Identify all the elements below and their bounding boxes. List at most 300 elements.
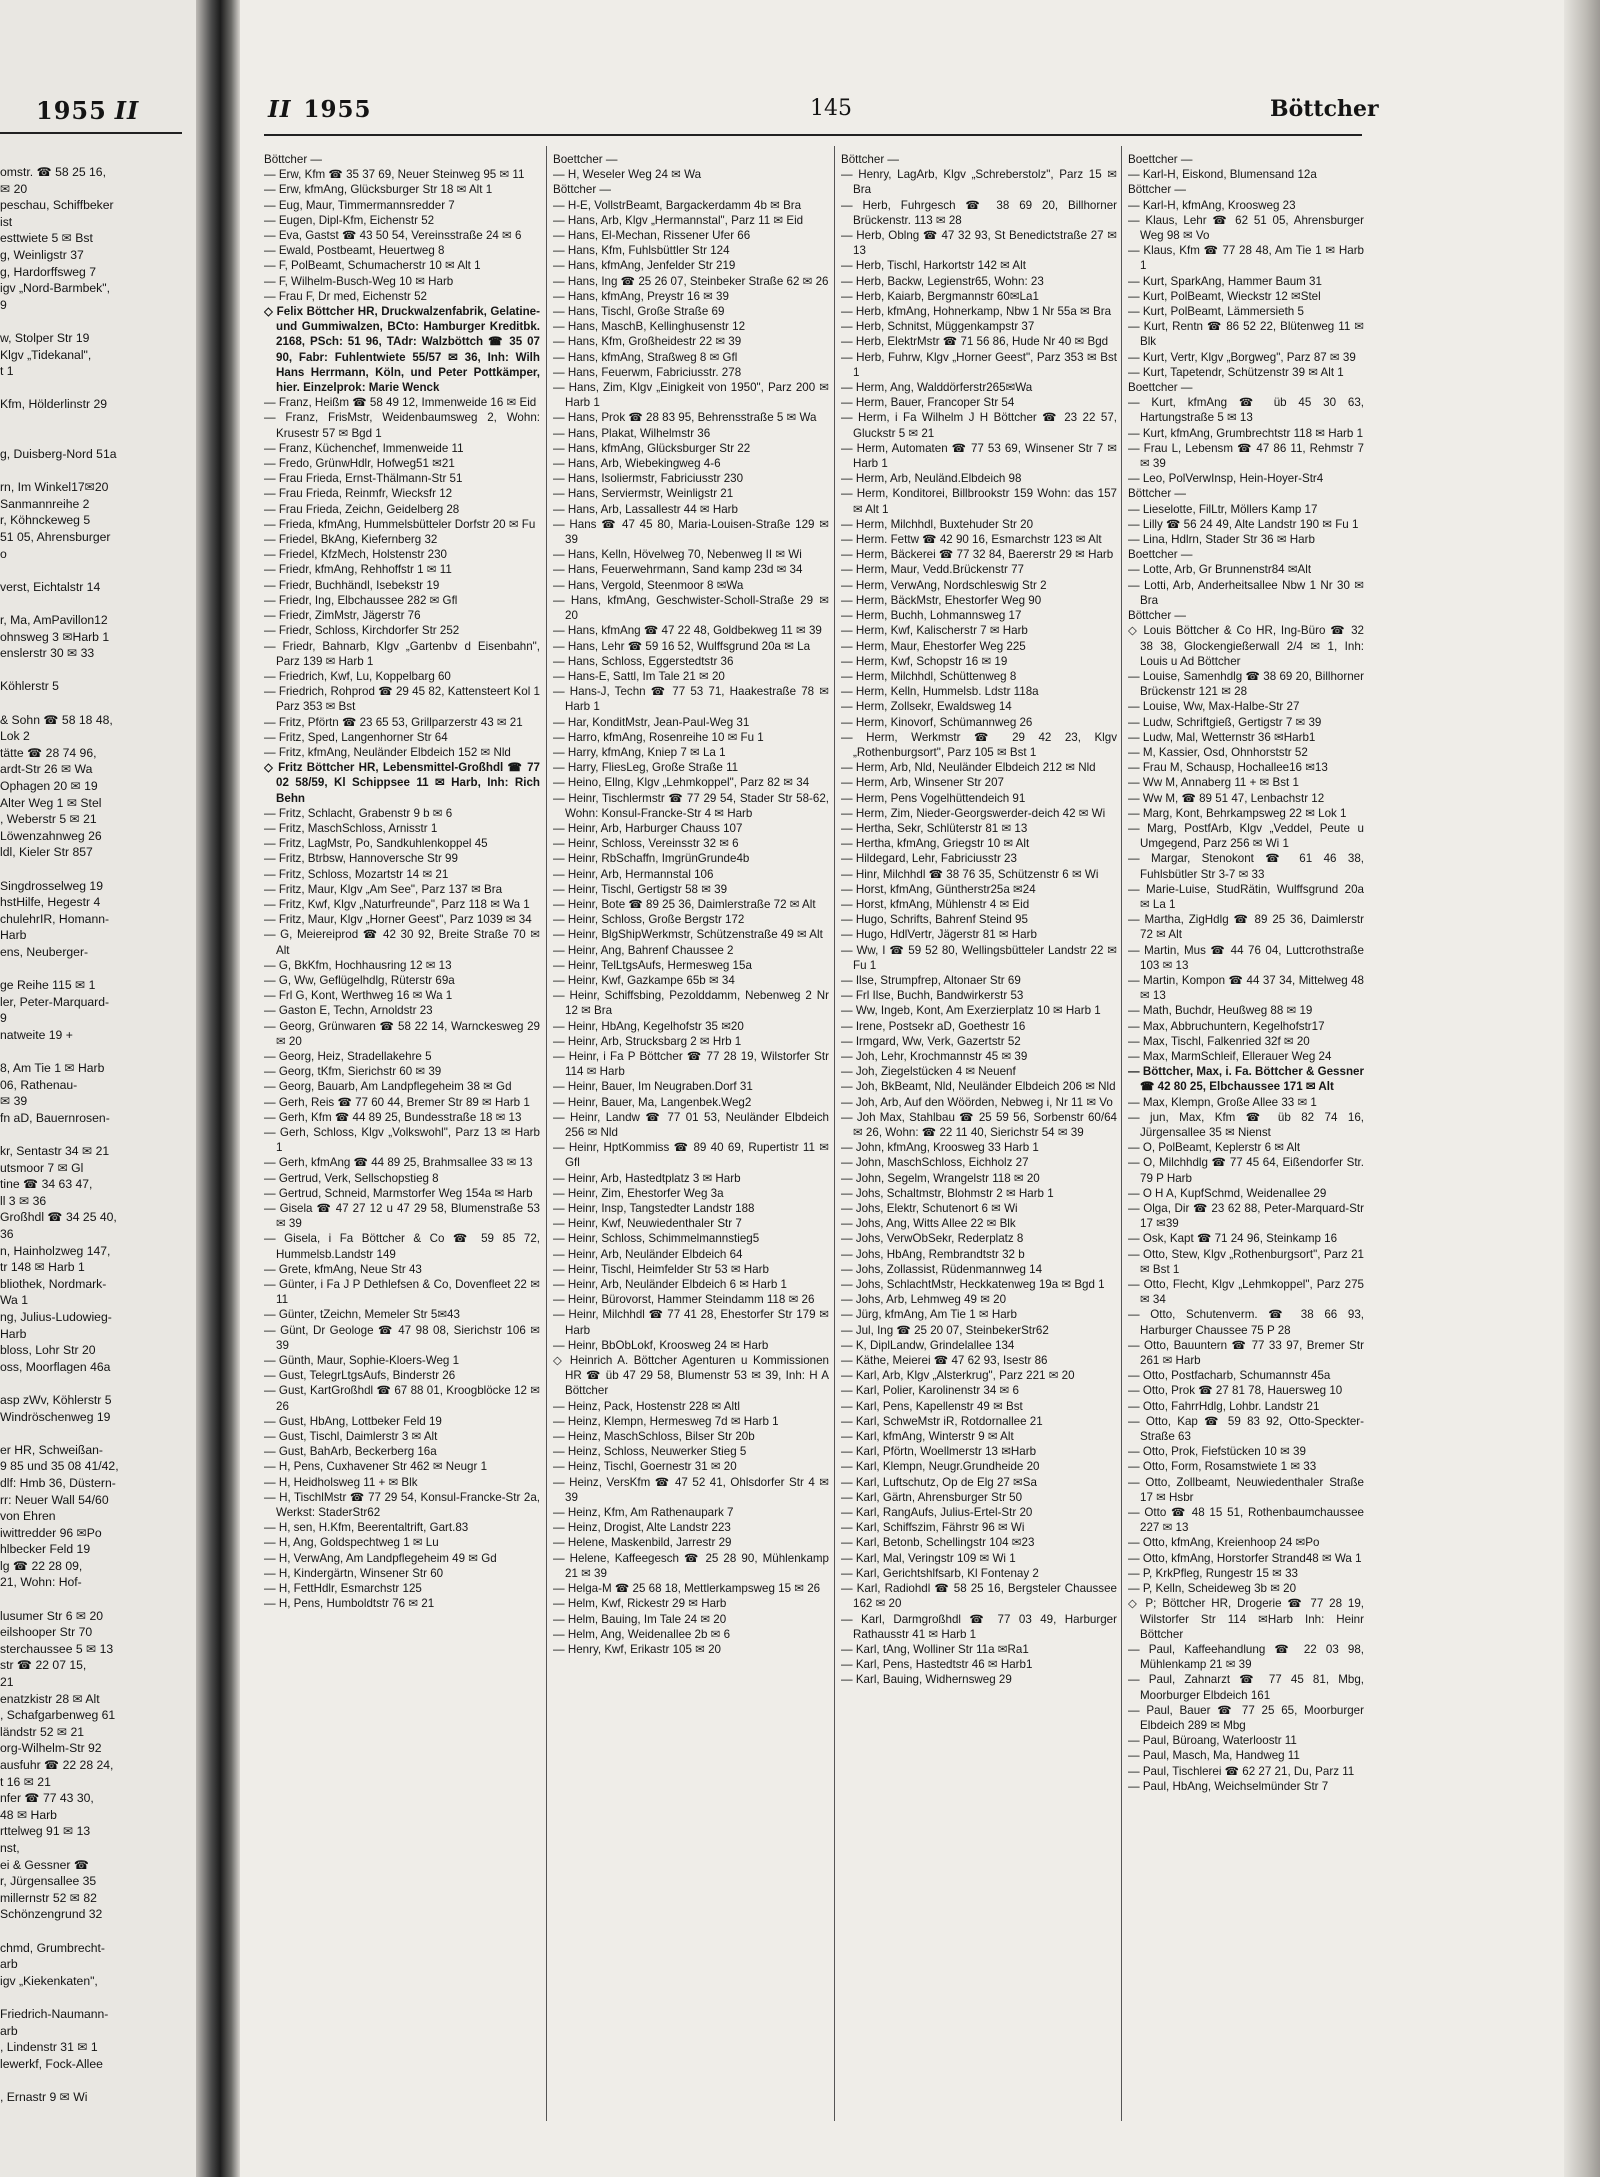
left-page-line: 9 <box>0 297 7 312</box>
directory-entry: — Ludw, Schriftgieß, Gertigstr 7 ✉ 39 <box>1128 715 1322 729</box>
directory-entry: — Friedr, Buchhändl, Isebekstr 19 <box>264 578 440 592</box>
directory-entry: — Gust, Tischl, Daimlerstr 3 ✉ Alt <box>264 1430 438 1444</box>
directory-entry: — Heinr, Arb, Hermannstal 106 <box>553 867 714 881</box>
directory-entry: — Hertha, Sekr, Schlüterstr 81 ✉ 13 <box>841 821 1028 835</box>
directory-entry: — Hans, Schloss, Eggerstedtstr 36 <box>553 654 734 668</box>
directory-entry: — H, VerwAng, Am Landpflegeheim 49 ✉ Gd <box>264 1551 497 1565</box>
left-page-line: chulehrIR, Homann- <box>0 911 110 926</box>
directory-entry: — Hans, Feuerwm, Fabriciusstr. 278 <box>553 365 742 379</box>
left-page-line: Klgv „Tidekanal", <box>0 347 92 362</box>
directory-entry: — Ww M, ☎ 89 51 47, Lenbachstr 12 <box>1128 791 1325 805</box>
left-page-line <box>0 562 184 579</box>
directory-entry: — H, TischlMstr ☎ 77 29 54, Konsul-Francke-Str 2a, Werkst: StaderStr62 <box>264 1490 540 1520</box>
left-page-line: 51 05, Ahrensburger <box>0 530 111 545</box>
left-page-line: esttwiete 5 ✉ Bst <box>0 231 93 246</box>
directory-entry: — Joh, Lehr, Krochmannstr 45 ✉ 39 <box>841 1049 1028 1063</box>
left-page-line: tine ☎ 34 63 47, <box>0 1177 93 1192</box>
directory-entry: — Frau Frieda, Reinmfr, Wiecksfr 12 <box>264 487 453 501</box>
left-page-line: dlf: Hmb 36, Düstern- <box>0 1475 116 1490</box>
left-page-line: Ophagen 20 ✉ 19 <box>0 778 98 793</box>
directory-entry: — Herm, Kinovorf, Schümannweg 26 <box>841 715 1033 729</box>
directory-entry: — Hans, Tischl, Große Straße 69 <box>553 305 725 319</box>
directory-entry: — Ww M, Annaberg 11 + ✉ Bst 1 <box>1128 776 1299 790</box>
directory-entry: — Franz, Heißm ☎ 58 49 12, Immenweide 16 ✉ Eid <box>264 396 537 410</box>
directory-entry: — Fritz, Btrbsw, Hannoversche Str 99 <box>264 852 458 866</box>
left-page-line: natweite 19 + <box>0 1027 73 1042</box>
directory-entry: — Karl, Betonb, Schellingstr 104 ✉23 <box>841 1536 1035 1550</box>
directory-entry: — Hans, Kelln, Hövelweg 70, Nebenweg II ✉ Wi <box>553 548 802 562</box>
directory-entry: — P, KrkPfleg, Rungestr 15 ✉ 33 <box>1128 1566 1298 1580</box>
directory-entry: — Herm, Kwf, Kalischerstr 7 ✉ Harb <box>841 624 1028 638</box>
directory-entry: — Kurt, SparkAng, Hammer Baum 31 <box>1128 274 1322 288</box>
directory-entry: ◇ Heinrich A. Böttcher Agenturen u Kommissionen HR ☎ üb 47 29 58, Blumenstr 53 ✉ 39, Inh: H A Böttcher <box>553 1354 829 1398</box>
directory-entry: — Heinr, Kwf, Neuwiedenthaler Str 7 <box>553 1217 742 1231</box>
directory-entry: — Heinz, Kfm, Am Rathenaupark 7 <box>553 1506 734 1520</box>
left-page-line: g, Duisberg-Nord 51a <box>0 447 117 462</box>
left-page-line: r, Jürgensallee 35 <box>0 1874 97 1889</box>
directory-entry: ◇ Louis Böttcher & Co HR, Ing-Büro ☎ 32 38 38, Glockengießerwall 2/4 ✉ 1, Inh: Louis u Ad Böttcher <box>1128 624 1364 668</box>
directory-entry: — Friedr, ZimMstr, Jägerstr 76 <box>264 609 421 623</box>
left-page-line: lewerkf, Fock-Allee <box>0 2056 103 2071</box>
directory-entry: — Herm, Automaten ☎ 77 53 69, Winsener Str 7 ✉ Harb 1 <box>841 441 1117 471</box>
directory-entry: — Heinr, HbAng, Kegelhofstr 35 ✉20 <box>553 1019 744 1033</box>
directory-entry: — Georg, Bauarb, Am Landpflegeheim 38 ✉ Gd <box>264 1080 512 1094</box>
directory-entry: — Fritz, Maur, Klgv „Am See", Parz 137 ✉ Bra <box>264 882 503 896</box>
directory-entry: — Hans, Serviermstr, Weinligstr 21 <box>553 487 734 501</box>
directory-entry: — Heinr, BlgShipWerkmstr, Schützenstraße 49 ✉ Alt <box>553 928 823 942</box>
directory-entry: — H, Weseler Weg 24 ✉ Wa <box>553 168 702 182</box>
directory-entry: — F, PolBeamt, Schumacherstr 10 ✉ Alt 1 <box>264 259 481 273</box>
directory-entry: — Herb, Oblng ☎ 47 32 93, St Benedictstraße 27 ✉ 13 <box>841 229 1117 258</box>
left-page-line: Singdrosselweg 19 <box>0 878 103 893</box>
directory-entry: — Gerh, Kfm ☎ 44 89 25, Bundesstraße 18 ✉ 13 <box>264 1110 522 1124</box>
directory-entry: — Karl, Polier, Karolinenstr 34 ✉ 6 <box>841 1384 1019 1398</box>
directory-entry: — Karl, Arb, Klgv „Alsterkrug", Parz 221 ✉ 20 <box>841 1369 1075 1383</box>
page-surname: Böttcher <box>1270 96 1379 122</box>
directory-entry: — Hans, Kfm, Großheidestr 22 ✉ 39 <box>553 335 742 349</box>
left-page-line: ler, Peter-Marquard- <box>0 994 110 1009</box>
directory-entry: — Heinz, Drogist, Alte Landstr 223 <box>553 1521 731 1535</box>
left-page-line <box>0 1989 184 2006</box>
directory-entry: — Johs, Arb, Lehmweg 49 ✉ 20 <box>841 1293 1007 1307</box>
left-page-line: bloss, Lohr Str 20 <box>0 1343 96 1358</box>
column-divider <box>546 146 547 2121</box>
left-page-line: 8, Am Tie 1 ✉ Harb <box>0 1061 105 1076</box>
left-page-line <box>0 1425 184 1442</box>
directory-entry: — Herm, BäckMstr, Ehestorfer Weg 90 <box>841 593 1042 607</box>
left-page-line: n, Hainholzweg 147, <box>0 1243 111 1258</box>
directory-entry: — Johs, SchlachtMstr, Heckkatenweg 19a ✉ Bgd 1 <box>841 1278 1105 1292</box>
left-page-line: tätte ☎ 28 74 96, <box>0 745 97 760</box>
directory-entry: Böttcher — <box>841 153 899 166</box>
directory-entry: — Hans, Kfm, Fuhlsbüttler Str 124 <box>553 244 730 258</box>
left-page-line: , Schafgarbenweg 61 <box>0 1708 116 1723</box>
left-page-line: g, Weinligstr 37 <box>0 247 84 262</box>
directory-entry: — Fritz, MaschSchloss, Arnisstr 1 <box>264 821 438 835</box>
directory-entry: — Heinr, BbObLokf, Kroosweg 24 ✉ Harb <box>553 1338 769 1352</box>
directory-entry: — Erw, Kfm ☎ 35 37 69, Neuer Steinweg 95 ✉ 11 <box>264 168 525 182</box>
directory-entry: — Helene, Kaffeegesch ☎ 25 28 90, Mühlenkamp 21 ✉ 39 <box>553 1551 829 1580</box>
directory-entry: — Ww, I ☎ 59 52 80, Wellingsbütteler Landstr 22 ✉ Fu 1 <box>841 943 1117 972</box>
left-page-line: lg ☎ 22 28 09, <box>0 1558 83 1573</box>
left-page-line: 06, Rathenau- <box>0 1077 78 1092</box>
directory-entry: — Marg, PostfArb, Klgv „Veddel, Peute u Umgegend, Parz 256 ✉ Wi 1 <box>1128 821 1364 851</box>
left-page-line: w, Stolper Str 19 <box>0 330 90 345</box>
directory-entry: — Kurt, Vertr, Klgv „Borgweg", Parz 87 ✉ 39 <box>1128 350 1356 364</box>
directory-entry: — Herm, Arb, Nld, Neuländer Elbdeich 212 ✉ Nld <box>841 761 1096 775</box>
left-page-line: g, Hardorffsweg 7 <box>0 264 96 279</box>
left-page-line: ll 3 ✉ 36 <box>0 1193 47 1208</box>
directory-entry: — Karl, Pens, Hastedtstr 46 ✉ Harb1 <box>841 1658 1033 1672</box>
directory-entry: — G, BkKfm, Hochhausring 12 ✉ 13 <box>264 958 452 972</box>
directory-column-4 <box>1128 152 1364 2122</box>
left-page-line: str ☎ 22 07 15, <box>0 1658 87 1673</box>
directory-entry: — Herm, Bäckerei ☎ 77 32 84, Baererstr 29 ✉ Harb <box>841 548 1114 562</box>
directory-entry: — Heinz, Pack, Hostenstr 228 ✉ Altl <box>553 1399 740 1413</box>
left-page-line: millernstr 52 ✉ 82 <box>0 1890 97 1905</box>
directory-entry: — Heinr, Schloss, Große Bergstr 172 <box>553 913 745 927</box>
directory-entry: — Harry, FliesLeg, Große Straße 11 <box>553 761 739 775</box>
directory-entry: — Herm, Buchh, Lohmannsweg 17 <box>841 609 1022 623</box>
directory-entry: — Hans-J, Techn ☎ 77 53 71, Haakestraße 78 ✉ Harb 1 <box>553 685 829 714</box>
left-page-line: arb <box>0 1957 18 1972</box>
directory-entry: — Otto, Kap ☎ 59 83 92, Otto-Speckter-Straße 63 <box>1128 1414 1364 1444</box>
page-edge <box>1564 0 1600 2177</box>
header-roman: II <box>268 96 292 123</box>
directory-entry: — Paul, Tischlerei ☎ 62 27 21, Du, Parz 11 <box>1128 1764 1355 1778</box>
directory-entry: — Louise, Ww, Max-Halbe-Str 27 <box>1128 700 1300 714</box>
directory-entry: — Karl-H, kfmAng, Kroosweg 23 <box>1128 198 1296 212</box>
left-page-line: Wa 1 <box>0 1293 28 1308</box>
directory-entry: — Herm, Werkmstr ☎ 29 42 23, Klgv „Rothenburgsort", Parz 105 ✉ Bst 1 <box>841 730 1117 759</box>
directory-entry: — Helga-M ☎ 25 68 18, Mettlerkampsweg 15 ✉ 26 <box>553 1582 821 1596</box>
directory-entry: — Heinr, Bauer, Im Neugraben.Dorf 31 <box>553 1080 753 1094</box>
directory-entry: — Karl-H, Eiskond, Blumensand 12a <box>1128 168 1317 182</box>
book-gutter <box>196 0 240 2177</box>
left-page-line: hstHilfe, Hegestr 4 <box>0 895 101 910</box>
directory-entry: — Gerh, Reis ☎ 77 60 44, Bremer Str 89 ✉ Harb 1 <box>264 1095 530 1109</box>
left-page-line: kr, Sentastr 34 ✉ 21 <box>0 1144 110 1159</box>
directory-entry: — Fritz, Schloss, Mozartstr 14 ✉ 21 <box>264 867 449 881</box>
left-page-line: lusumer Str 6 ✉ 20 <box>0 1608 104 1623</box>
directory-entry: — Leo, PolVerwInsp, Hein-Hoyer-Str4 <box>1128 472 1324 486</box>
column-divider <box>1121 146 1122 2121</box>
directory-entry: — Hans, Zim, Klgv „Einigkeit von 1950", Parz 200 ✉ Harb 1 <box>553 381 829 410</box>
directory-entry: — G, Ww, Geflügelhdlg, Rüterstr 69a <box>264 973 455 987</box>
directory-entry: — Hinr, Milchhdl ☎ 38 76 35, Schützenstr 6 ✉ Wi <box>841 867 1099 881</box>
directory-entry: — Frau L, Lebensm ☎ 47 86 11, Rehmstr 7 ✉ 39 <box>1128 441 1364 471</box>
directory-entry: — John, kfmAng, Kroosweg 33 Harb 1 <box>841 1141 1039 1155</box>
left-page-line <box>0 1126 184 1143</box>
directory-entry: — M, Kassier, Osd, Ohnhorststr 52 <box>1128 745 1308 759</box>
directory-entry: — Heinr, Milchhdl ☎ 77 41 28, Ehestorfer Str 179 ✉ Harb <box>553 1308 829 1337</box>
directory-entry: — H, Heidholsweg 11 + ✉ Blk <box>264 1475 418 1489</box>
directory-entry: Böttcher — <box>1128 183 1186 197</box>
directory-entry: — Karl, Bauing, Widhernsweg 29 <box>841 1673 1012 1687</box>
directory-entry: — Heinz, Tischl, Goernestr 31 ✉ 20 <box>553 1460 737 1474</box>
directory-entry: — Kurt, kfmAng ☎ üb 45 30 63, Hartungstraße 5 ✉ 13 <box>1128 396 1364 425</box>
directory-entry: — Irene, Postsekr aD, Goethestr 16 <box>841 1019 1026 1033</box>
directory-entry: — Henry, Kwf, Erikastr 105 ✉ 20 <box>553 1642 722 1656</box>
directory-entry: — Johs, Ang, Witts Allee 22 ✉ Blk <box>841 1217 1016 1231</box>
left-page-line: Alter Weg 1 ✉ Stel <box>0 795 102 810</box>
left-page-line <box>0 1923 184 1940</box>
directory-entry: — Herm, Maur, Vedd.Brückenstr 77 <box>841 563 1024 577</box>
directory-entry: — P, Kelln, Scheideweg 3b ✉ 20 <box>1128 1582 1297 1596</box>
left-header-roman: II <box>114 96 140 125</box>
directory-entry: — Otto, kfmAng, Kreienhoop 24 ✉Po <box>1128 1536 1320 1550</box>
left-page-line <box>0 662 184 679</box>
directory-entry: — John, MaschSchloss, Eichholz 27 <box>841 1156 1029 1170</box>
directory-entry: — Heinr, Ang, Bahrenf Chaussee 2 <box>553 943 734 957</box>
left-page-line: er HR, Schweißan- <box>0 1442 103 1457</box>
directory-entry: — Gertrud, Schneid, Marmstorfer Weg 154a ✉ Harb <box>264 1186 533 1200</box>
directory-entry: — Gust, BahArb, Beckerberg 16a <box>264 1445 437 1459</box>
directory-entry: — Jürg, kfmAng, Am Tie 1 ✉ Harb <box>841 1308 1017 1322</box>
directory-entry: — O, Milchhdlg ☎ 77 45 64, Eißendorfer Str. 79 P Harb <box>1128 1156 1364 1185</box>
left-page-line: enatzkistr 28 ✉ Alt <box>0 1691 100 1706</box>
left-page-line: ldl, Kieler Str 857 <box>0 845 93 860</box>
directory-entry: — Hans ☎ 47 45 80, Maria-Louisen-Straße 129 ✉ 39 <box>553 517 829 547</box>
directory-entry: — Helm, Kwf, Rickestr 29 ✉ Harb <box>553 1597 727 1611</box>
directory-entry: — Heinr, RbSchaffn, ImgrünGrunde4b <box>553 852 750 866</box>
directory-entry: — Otto, Postfacharb, Schumannstr 45a <box>1128 1369 1331 1383</box>
directory-entry: — Herb, Fuhrw, Klgv „Horner Geest", Parz 353 ✉ Bst 1 <box>841 350 1117 379</box>
directory-entry: — Gerh, kfmAng ☎ 44 89 25, Brahmsallee 33 ✉ 13 <box>264 1156 533 1170</box>
directory-entry: — Herb, Backw, Legienstr65, Wohn: 23 <box>841 274 1044 288</box>
directory-entry: — Hans, kfmAng, Preystr 16 ✉ 39 <box>553 289 729 303</box>
header-roman-year <box>268 96 372 123</box>
left-page-line: utsmoor 7 ✉ Gl <box>0 1160 84 1175</box>
directory-entry: — Heinr, Arb, Strucksbarg 2 ✉ Hrb 1 <box>553 1034 742 1048</box>
directory-entry: — Friedel, KfzMech, Holstenstr 230 <box>264 548 447 562</box>
directory-entry: — Kurt, PolBeamt, Wieckstr 12 ✉Stel <box>1128 289 1321 303</box>
directory-entry: ◇ Felix Böttcher HR, Druckwalzenfabrik, Gelatine- und Gummiwalzen, BCto: Hamburger Kreditbk. 2168, PSch: 51 96, TAdr: Walzböttch ☎ 35 07 90, Fabr: Fuhlentwiete 55/57 ✉ 36, Inh: Wilh Hans Herrmann, Köln, und Peter Pottkämper, hier. Einzelprok: Marie Wenck <box>264 305 540 395</box>
directory-entry: — Johs, VerwObSekr, Rederplatz 8 <box>841 1232 1024 1246</box>
directory-entry: — Günth, Maur, Sophie-Kloers-Weg 1 <box>264 1354 460 1368</box>
directory-entry: — Hertha, kfmAng, Griegstr 10 ✉ Alt <box>841 837 1030 851</box>
directory-entry: — Klaus, Lehr ☎ 62 51 05, Ahrensburger Weg 98 ✉ Vo <box>1128 213 1364 243</box>
directory-entry: — H, sen, H.Kfm, Beerentaltrift, Gart.83 <box>264 1521 469 1535</box>
directory-entry: Boettcher — <box>1128 153 1193 166</box>
directory-entry: — Heinr, Kwf, Gazkampe 65b ✉ 34 <box>553 973 735 987</box>
directory-entry: Boettcher — <box>1128 381 1193 395</box>
directory-entry: — Heinr, Arb, Harburger Chauss 107 <box>553 821 743 835</box>
directory-entry: — Herm, VerwAng, Nordschleswig Str 2 <box>841 578 1047 592</box>
left-page-line: chmd, Grumbrecht- <box>0 1940 105 1955</box>
directory-entry: — Otto, Flecht, Klgv „Lehmkoppel", Parz 275 ✉ 34 <box>1128 1278 1364 1307</box>
directory-entry: — Johs, Elektr, Schutenort 6 ✉ Wi <box>841 1202 1018 1216</box>
directory-entry: — Hans, kfmAng, Glücksburger Str 22 <box>553 441 751 455</box>
directory-entry: — Karl, tAng, Wolliner Str 11a ✉Ra1 <box>841 1642 1029 1656</box>
directory-entry: — Herm, Konditorei, Billbrookstr 159 Wohn: das 157 ✉ Alt 1 <box>841 487 1117 516</box>
directory-entry: — Heinz, Klempn, Hermesweg 7d ✉ Harb 1 <box>553 1414 779 1428</box>
directory-entry: — Louise, Samenhdlg ☎ 38 69 20, Billhorner Brückenstr 121 ✉ 28 <box>1128 669 1364 699</box>
directory-entry: — Frau Frieda, Ernst-Thälmann-Str 51 <box>264 472 463 486</box>
directory-entry: Böttcher — <box>553 183 611 197</box>
column-divider <box>834 146 835 2121</box>
directory-entry: — Herm, Milchhdl, Buxtehuder Str 20 <box>841 517 1034 531</box>
left-page-line: , Weberstr 5 ✉ 21 <box>0 812 97 827</box>
left-page-line: rttelweg 91 ✉ 13 <box>0 1824 91 1839</box>
directory-entry: — Heinr, TelLtgsAufs, Hermesweg 15a <box>553 958 752 972</box>
directory-entry: Böttcher — <box>1128 609 1186 623</box>
directory-entry: — Hugo, HdlVertr, Jägerstr 81 ✉ Harb <box>841 928 1037 942</box>
directory-entry: — H, Kindergärtn, Winsener Str 60 <box>264 1566 444 1580</box>
directory-entry: — Herm, Arb, Neuländ.Elbdeich 98 <box>841 472 1022 486</box>
directory-entry: — Ilse, Strumpfrep, Altonaer Str 69 <box>841 973 1021 987</box>
directory-entry: — Henry, LagArb, Klgv „Schreberstolz", Parz 15 ✉ Bra <box>841 168 1117 197</box>
directory-entry: — Kurt, kfmAng, Grumbrechtstr 118 ✉ Harb 1 <box>1128 426 1364 440</box>
directory-entry: — Heinz, VersKfm ☎ 47 52 41, Ohlsdorfer Str 4 ✉ 39 <box>553 1475 829 1504</box>
directory-entry: — Kurt, Tapetendr, Schützenstr 39 ✉ Alt 1 <box>1128 365 1344 379</box>
directory-entry: — Hans, Arb, Wiebekingweg 4-6 <box>553 457 721 471</box>
directory-entry: — H, Ang, Goldspechtweg 1 ✉ Lu <box>264 1536 439 1550</box>
directory-entry: — Horst, kfmAng, Mühlenstr 4 ✉ Eid <box>841 897 1030 911</box>
left-page-line: Sanmannreihe 2 <box>0 496 90 511</box>
directory-entry: — Herm, Pens Vogelhüttendeich 91 <box>841 791 1026 805</box>
directory-entry: — Fredo, GrünwHdlr, Hofweg51 ✉21 <box>264 457 455 471</box>
directory-entry: — H, Pens, Cuxhavener Str 462 ✉ Neugr 1 <box>264 1460 488 1474</box>
directory-entry: — Helene, Maskenbild, Jarrestr 29 <box>553 1536 732 1550</box>
directory-entry: — Jul, Ing ☎ 25 20 07, SteinbekerStr62 <box>841 1323 1049 1337</box>
directory-entry: — Hans, Isoliermstr, Fabriciusstr 230 <box>553 472 744 486</box>
left-page-line: r, Ma, AmPavillon12 <box>0 613 108 628</box>
directory-entry: — Franz, Küchenchef, Immenweide 11 <box>264 441 464 455</box>
left-page-line: 9 <box>0 1011 7 1026</box>
directory-entry: — Karl, Radiohdl ☎ 58 25 16, Bergsteler Chaussee 162 ✉ 20 <box>841 1582 1117 1611</box>
directory-entry: — Hans, Arb, Lassallestr 44 ✉ Harb <box>553 502 738 516</box>
directory-entry: — Fritz, Schlacht, Grabenstr 9 b ✉ 6 <box>264 806 453 820</box>
directory-entry: — Hugo, Schrifts, Bahrenf Steind 95 <box>841 913 1028 927</box>
left-page-line: igv „Nord-Barmbek", <box>0 281 110 296</box>
directory-entry: — Günt, Dr Geologe ☎ 47 98 08, Sierichstr 106 ✉ 39 <box>264 1323 540 1352</box>
directory-entry: — Joh, Ziegelstücken 4 ✉ Neuenf <box>841 1065 1016 1079</box>
directory-entry: — Lotte, Arb, Gr Brunnenstr84 ✉Alt <box>1128 563 1312 577</box>
directory-entry: — Paul, Büroang, Waterloostr 11 <box>1128 1734 1297 1748</box>
directory-entry: — Fritz, LagMstr, Po, Sandkuhlenkoppel 45 <box>264 837 488 851</box>
directory-entry: — Gertrud, Verk, Sellschopstieg 8 <box>264 1171 439 1185</box>
header-year: 1955 <box>303 96 372 123</box>
directory-entry: — Gisela ☎ 47 27 12 u 47 29 58, Blumenstraße 53 ✉ 39 <box>264 1202 540 1231</box>
left-page-line: ge Reihe 115 ✉ 1 <box>0 978 96 993</box>
left-page-line: Lok 2 <box>0 729 30 744</box>
directory-entry: — Heinr, Arb, Hastedtplatz 3 ✉ Harb <box>553 1171 741 1185</box>
directory-entry: — Herm, Arb, Winsener Str 207 <box>841 776 1005 790</box>
left-page-line: ng, Julius-Ludowieg- <box>0 1309 112 1324</box>
left-page-line <box>0 961 184 978</box>
directory-column-1 <box>264 152 540 2122</box>
directory-entry: — Friedel, BkAng, Kiefernberg 32 <box>264 533 438 547</box>
directory-entry: — Lotti, Arb, Anderheitsallee Nbw 1 Nr 30 ✉ Bra <box>1128 578 1364 607</box>
left-page-line: igv „Kiekenkaten", <box>0 1973 98 1988</box>
directory-entry: — Martin, Mus ☎ 44 76 04, Luttcrothstraße 103 ✉ 13 <box>1128 943 1364 972</box>
directory-entry: — Otto, Bauuntern ☎ 77 33 97, Bremer Str 261 ✉ Harb <box>1128 1338 1364 1368</box>
directory-entry: — Eugen, Dipl-Kfm, Eichenstr 52 <box>264 213 435 227</box>
left-page-line: Harb <box>0 928 27 943</box>
directory-entry: — Herm, Kwf, Schopstr 16 ✉ 19 <box>841 654 1008 668</box>
left-page-line: ländstr 52 ✉ 21 <box>0 1724 85 1739</box>
directory-entry: — Gust, TelegrLtgsAufs, Binderstr 26 <box>264 1369 456 1383</box>
directory-entry: — Herb, ElektrMstr ☎ 71 56 86, Hude Nr 40 ✉ Bgd <box>841 335 1109 349</box>
directory-entry: ◇ P; Böttcher HR, Drogerie ☎ 77 28 19, Wilstorfer Str 114 ✉Harb Inh: Heinr Böttcher <box>1128 1597 1364 1641</box>
directory-entry: — Karl, Schiffszim, Fährstr 96 ✉ Wi <box>841 1521 1025 1535</box>
left-page-line: ardt-Str 26 ✉ Wa <box>0 762 93 777</box>
left-page-line: ohnsweg 3 ✉Harb 1 <box>0 629 110 644</box>
directory-entry: — Otto, Schutenverm. ☎ 38 66 93, Harburger Chaussee 75 P 28 <box>1128 1308 1364 1337</box>
left-page-line <box>0 413 184 430</box>
directory-entry: — Georg, Heiz, Stradellakehre 5 <box>264 1049 432 1063</box>
left-page-line: 36 <box>0 1227 14 1241</box>
directory-entry: — Johs, Schaltmstr, Blohmstr 2 ✉ Harb 1 <box>841 1186 1054 1200</box>
left-page-line: 21, Wohn: Hof- <box>0 1575 82 1590</box>
left-page-line: , Ernastr 9 ✉ Wi <box>0 2089 88 2104</box>
directory-entry: — Lina, Hdlrn, Stader Str 36 ✉ Harb <box>1128 533 1315 547</box>
directory-entry: — Paul, Kaffeehandlung ☎ 22 03 98, Mühlenkamp 21 ✉ 39 <box>1128 1642 1364 1672</box>
left-page-line: ei & Gessner ☎ <box>0 1857 90 1872</box>
directory-entry: — O, PolBeamt, Keplerstr 6 ✉ Alt <box>1128 1141 1301 1155</box>
directory-entry: — Herb, Fuhrgesch ☎ 38 69 20, Billhorner Brückenstr. 113 ✉ 28 <box>841 198 1117 227</box>
directory-entry: — Heinr, Bote ☎ 89 25 36, Daimlerstraße 72 ✉ Alt <box>553 897 816 911</box>
directory-entry: — Friedrich, Kwf, Lu, Koppelbarg 60 <box>264 669 451 683</box>
directory-entry: — Herm, Zollsekr, Ewaldsweg 14 <box>841 700 1012 714</box>
left-page-line: , Lindenstr 31 ✉ 1 <box>0 2040 98 2055</box>
directory-entry: — Otto, Form, Rosamstwiete 1 ✉ 33 <box>1128 1460 1317 1474</box>
directory-entry: — Joh Max, Stahlbau ☎ 25 59 56, Sorbenstr 60/64 ✉ 26, Wohn: ☎ 22 11 40, Sierichstr 54 ✉ 39 <box>841 1110 1117 1139</box>
left-page-line: bliothek, Nordmark- <box>0 1276 107 1291</box>
left-page-line <box>0 463 184 480</box>
left-page-line: ✉ 39 <box>0 1094 28 1109</box>
directory-entry: — Heinr, Tischlermstr ☎ 77 29 54, Stader Str 58-62, Wohn: Konsul-Francke-Str 4 ✉ Harb <box>553 791 829 820</box>
left-page-line: Schönzengrund 32 <box>0 1907 103 1922</box>
left-page-line: 21 <box>0 1675 14 1690</box>
directory-entry: — Fritz, kfmAng, Neuländer Elbdeich 152 ✉ Nld <box>264 745 511 759</box>
left-page-line: nst, <box>0 1840 20 1855</box>
left-page-line: iwittredder 96 ✉Po <box>0 1525 102 1540</box>
directory-entry: — Franz, FrisMstr, Weidenbaumsweg 2, Wohn: Krusestr 57 ✉ Bgd 1 <box>264 411 540 440</box>
directory-entry: — Karl, Pens, Kapellenstr 49 ✉ Bst <box>841 1399 1023 1413</box>
directory-entry: — Hans, Prok ☎ 28 83 95, Behrensstraße 5 ✉ Wa <box>553 411 817 425</box>
directory-entry: — H-E, VollstrBeamt, Bargackerdamm 4b ✉ Bra <box>553 198 802 212</box>
directory-entry: — Karl, Mal, Veringstr 109 ✉ Wi 1 <box>841 1551 1016 1565</box>
directory-entry: — H, FettHdlr, Esmarchstr 125 <box>264 1582 422 1596</box>
directory-entry: — Lieselotte, FilLtr, Möllers Kamp 17 <box>1128 502 1318 516</box>
directory-entry: — G, Meiereiprod ☎ 42 30 92, Breite Straße 70 ✉ Alt <box>264 928 540 957</box>
directory-entry: — Hans, kfmAng ☎ 47 22 48, Goldbekweg 11 ✉ 39 <box>553 624 822 638</box>
left-page-line: rr: Neuer Wall 54/60 <box>0 1492 109 1507</box>
directory-entry: Böttcher — <box>1128 487 1186 501</box>
directory-entry: — Fritz, Kwf, Klgv „Naturfreunde", Parz 118 ✉ Wa 1 <box>264 897 530 911</box>
page-header <box>240 96 1379 136</box>
directory-entry: — Gust, HbAng, Lottbeker Feld 19 <box>264 1414 442 1428</box>
directory-entry: — Harry, kfmAng, Kniep 7 ✉ La 1 <box>553 745 726 759</box>
left-page-line: nfer ☎ 77 43 30, <box>0 1791 94 1806</box>
left-page-line: ist <box>0 214 13 229</box>
directory-entry: — Gerh, Schloss, Klgv „Volkswohl", Parz 13 ✉ Harb 1 <box>264 1126 540 1155</box>
left-header-year: 1955 <box>36 96 107 125</box>
directory-entry: — Martha, ZigHdlg ☎ 89 25 36, Daimlerstr 72 ✉ Alt <box>1128 913 1364 942</box>
directory-entry: — Paul, Masch, Ma, Handweg 11 <box>1128 1749 1300 1763</box>
left-page-line: o <box>0 546 7 561</box>
directory-entry: — Heinr, Landw ☎ 77 01 53, Neuländer Elbdeich 256 ✉ Nld <box>553 1110 829 1139</box>
directory-entry: — Käthe, Meierei ☎ 47 62 93, Isestr 86 <box>841 1354 1048 1368</box>
directory-entry: — Marg, Kont, Behrkampsweg 22 ✉ Lok 1 <box>1128 806 1347 820</box>
directory-entry: — Erw, kfmAng, Glücksburger Str 18 ✉ Alt 1 <box>264 183 493 197</box>
directory-entry: — Herm, Kelln, Hummelsb. Ldstr 118a <box>841 685 1039 699</box>
directory-entry: — Horst, kfmAng, Güntherstr25a ✉24 <box>841 882 1036 896</box>
directory-entry: — Heinr, Tischl, Gertigstr 58 ✉ 39 <box>553 882 728 896</box>
directory-entry: — Kurt, PolBeamt, Lämmersieth 5 <box>1128 305 1304 319</box>
